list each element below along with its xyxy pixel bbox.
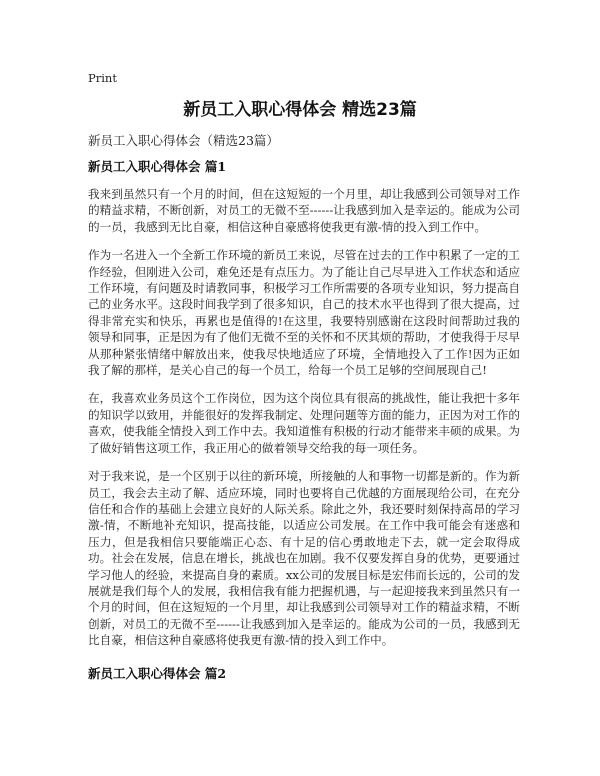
document-subtitle: 新员工入职心得体会（精选23篇） <box>88 133 279 148</box>
paragraph-1: 我来到虽然只有一个月的时间，但在这短短的一个月里，却让我感到公司领导对工作的精益求精，不断创新，对员工的无微不至------让我感到加入是幸运的。能成为公司的一员，我感到无比自豪，相信这种自豪感将使我更有激-情的投入到工作中。 <box>88 187 520 234</box>
paragraph-2: 作为一名进入一个全新工作环境的新员工来说，尽管在过去的工作中积累了一定的工作经验，但刚进入公司，难免还是有点压力。为了能让自己尽早进入工作状态和适应工作环境，有问题及时请教同事，积极学习工作所需要的各项专业知识，努力提高自己的业务水平。这段时间我学到了很多知识，自己的技术水平也得到了很大提高，过得非常充实和快乐，再累也是值得的!在这里，我要特别感谢在这段时间帮助过我的领导和同事，正是因为有了他们无微不至的关怀和不厌其烦的帮助，才使我得于尽早从那种紧张情绪中解放出来，使我尽快地适应了环境，全情地投入了工作!因为正如我了解的那样，是关心自己的每一个员工，给每一个员工足够的空间展现自己! <box>88 248 520 378</box>
paragraph-4: 对于我来说，是一个区别于以往的新环境，所接触的人和事物一切都是新的。作为新员工，我会去主动了解、适应环境，同时也要将自己优越的方面展现给公司，在充分信任和合作的基础上会建立良好的人际关系。除此之外，我还要时刻保持高昂的学习激-情，不断地补充知识，提高技能，以适应公司发展。在工作中我可能会有迷惑和压力，但是我相信只要能端正心态、有十足的信心勇敢地走下去，就一定会取得成功。社会在发展，信息在增长，挑战也在加剧。我不仅要发挥自身的优势，更要通过学习他人的经验，来提高自身的素质。xx公司的发展目标是宏伟而长远的，公司的发展就是我们每个人的发展，我相信我有能力把握机遇，与一起迎接我来到虽然只有一个月的时间，但在这短短的一个月里，却让我感到公司领导对工作的精益求精，不断创新，对员工的无微不至------让我感到加入是幸运的。能成为公司的一员，我感到无比自豪，相信这种自豪感将使我更有激-情的投入到工作中。 <box>88 469 520 648</box>
section-heading-2: 新员工入职心得体会 篇2 <box>88 665 227 681</box>
document-body <box>88 158 520 693</box>
print-link[interactable]: Print <box>88 71 117 85</box>
paragraph-3: 在，我喜欢业务员这个工作岗位，因为这个岗位具有很高的挑战性，能让我把十多年的知识学以致用，并能很好的发挥我制定、处理问题等方面的能力，正因为对工作的喜欢，使我能全情投入到工作中去。我知道惟有积极的行动才能带来丰硕的成果。为了做好销售这项工作，我正用心的做着领导交给我的每一项任务。 <box>88 391 520 455</box>
page-title: 新员工入职心得体会 精选23篇 <box>183 100 417 120</box>
section-heading-1: 新员工入职心得体会 篇1 <box>88 159 227 174</box>
